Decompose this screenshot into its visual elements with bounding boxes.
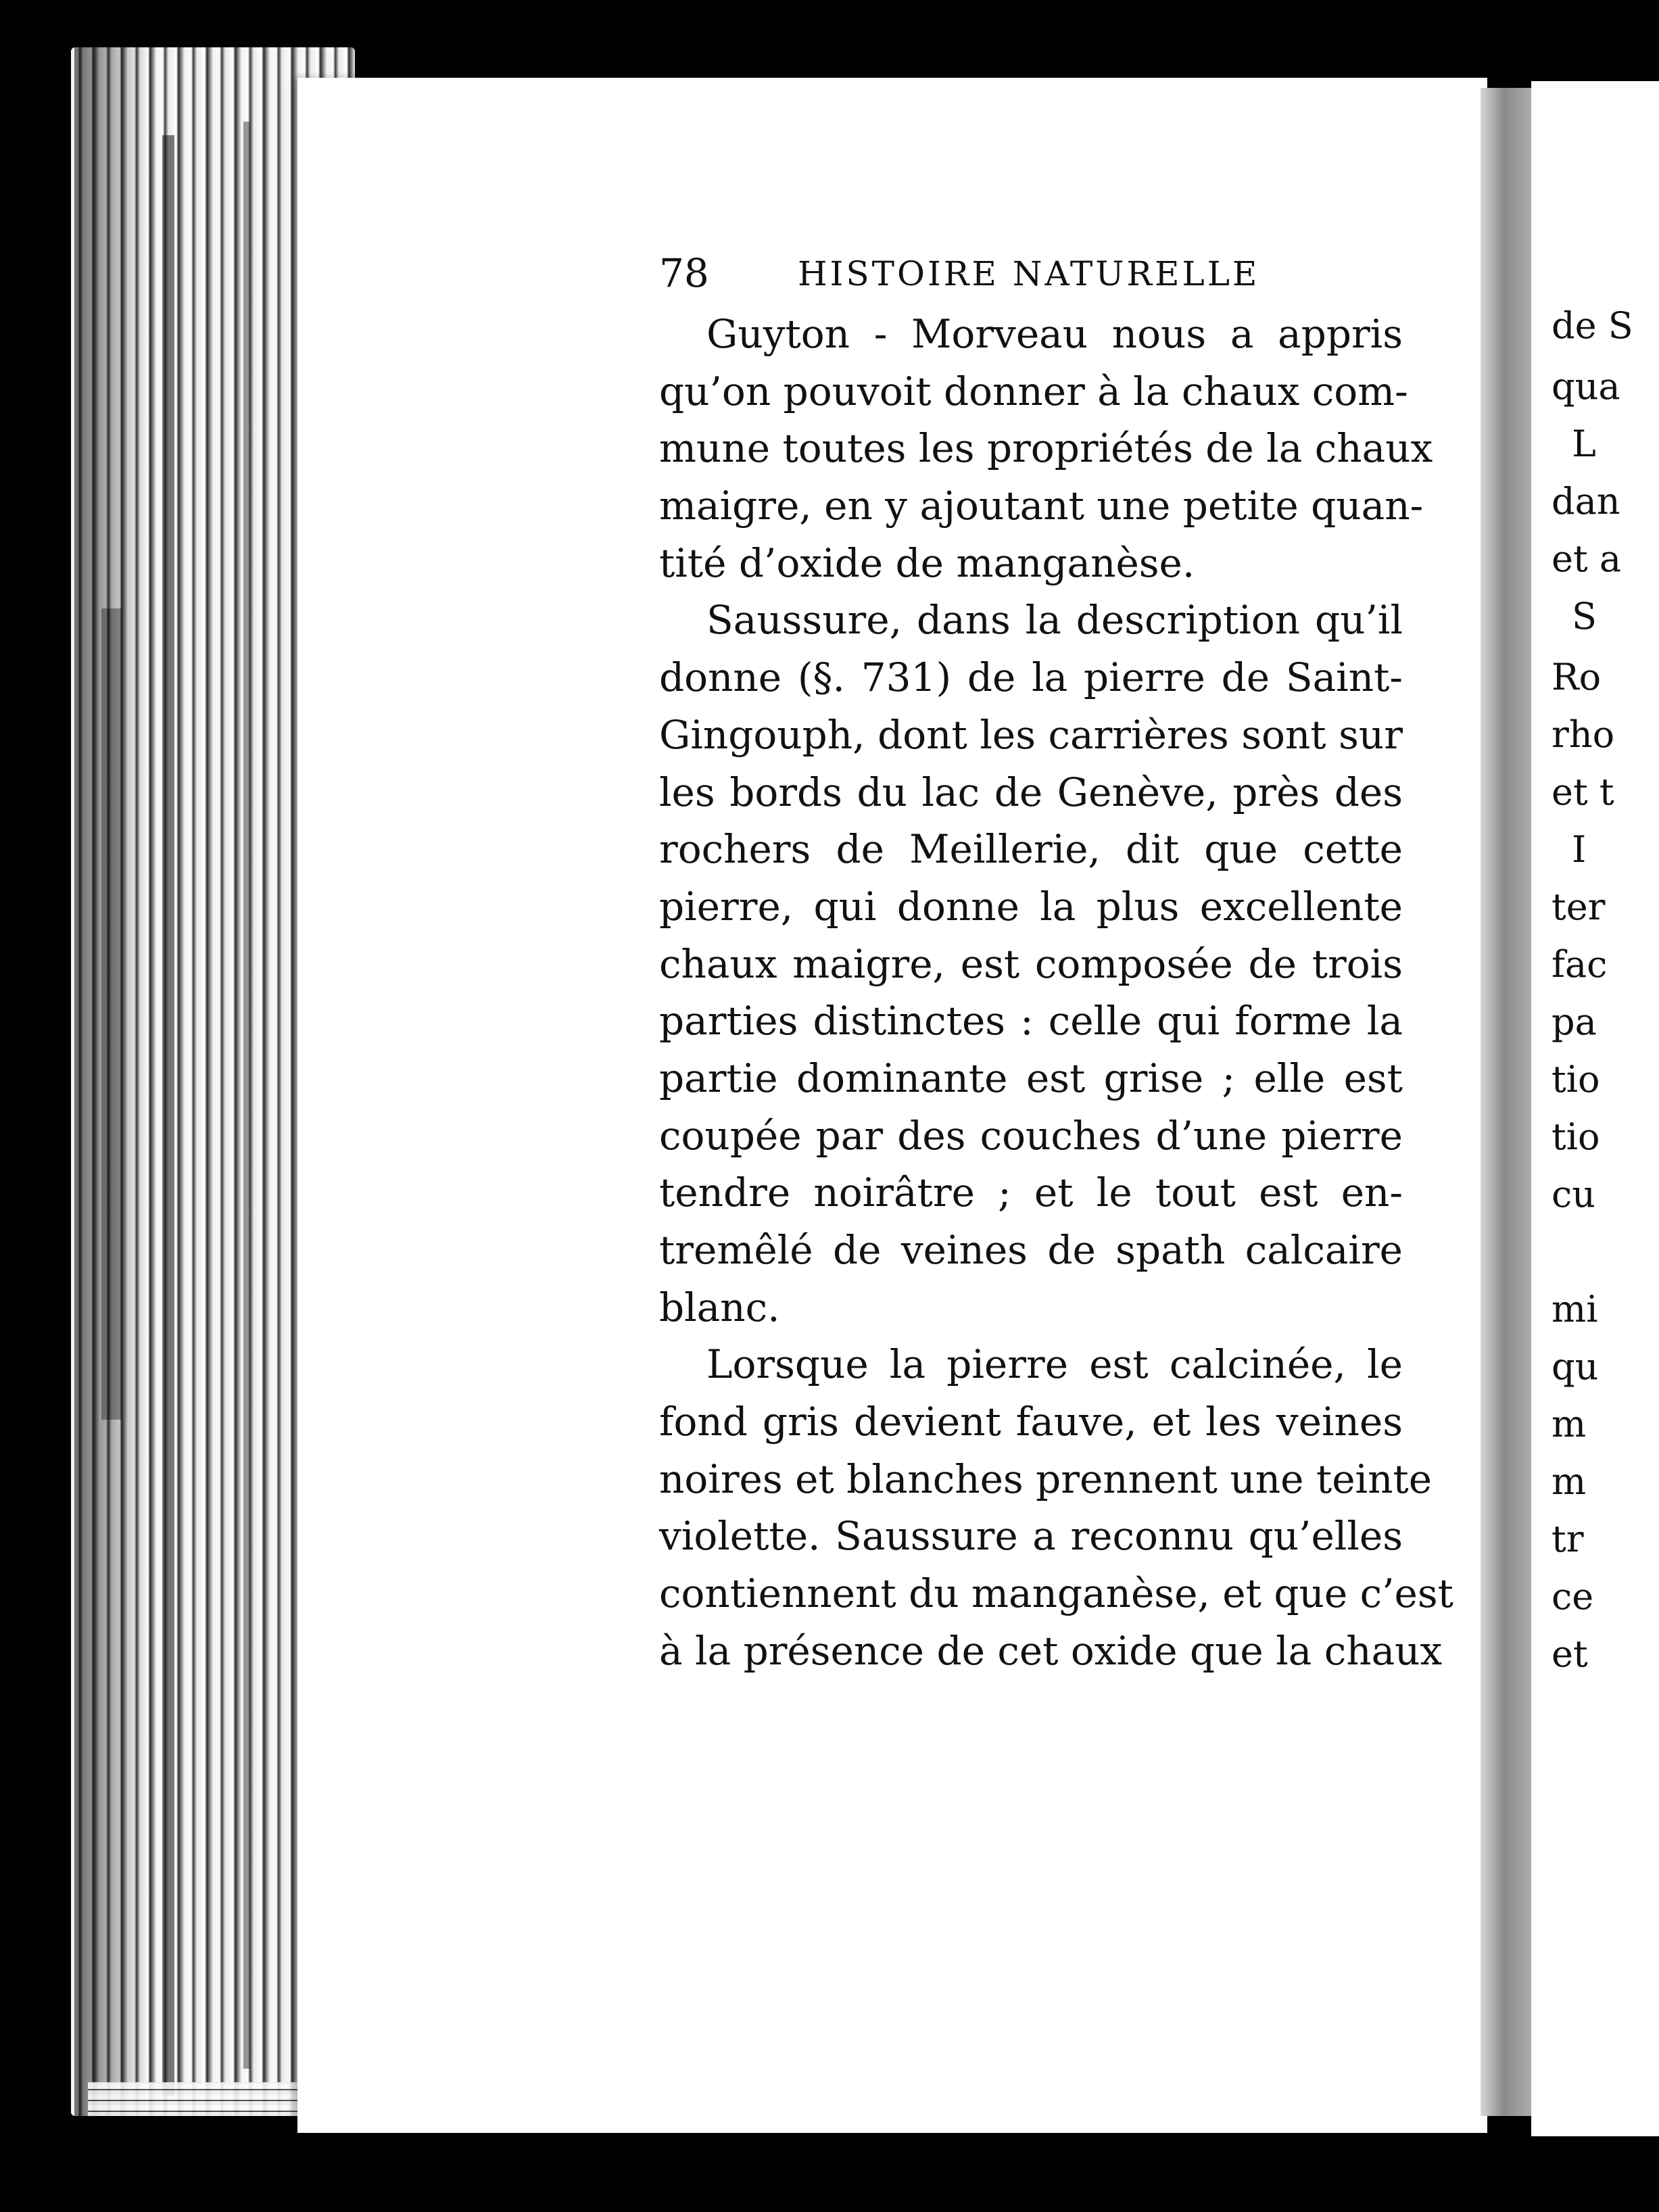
text-line: qu’on pouvoit donner à la chaux com- — [659, 368, 1408, 414]
facing-text-fragment: qu — [1552, 1345, 1599, 1388]
facing-text-fragment: Ro — [1552, 656, 1602, 698]
text-line: Saussure, dans la description qu’il — [706, 597, 1403, 644]
facing-text-fragment: fac — [1552, 943, 1608, 986]
text-line: Guyton - Morveau nous a appris — [706, 311, 1403, 357]
text-line: parties distinctes : celle qui forme la — [659, 998, 1403, 1044]
text-line: les bords du lac de Genève, près des — [659, 769, 1403, 815]
page-number: 78 — [659, 250, 709, 296]
edge-stain — [243, 122, 250, 2069]
edge-shadow — [74, 47, 169, 2116]
facing-text-fragment: cu — [1552, 1173, 1596, 1216]
text-line: pierre, qui donne la plus excellente — [659, 883, 1403, 930]
text-line: tremêlé de veines de spath calcaire — [659, 1227, 1403, 1273]
page-header — [659, 250, 1335, 297]
text-line: rochers de Meillerie, dit que cette — [659, 826, 1403, 873]
text-line: coupée par des couches d’une pierre — [659, 1112, 1403, 1159]
facing-text-fragment: m — [1552, 1403, 1587, 1445]
facing-text-fragment: ter — [1552, 886, 1606, 928]
text-line: noires et blanches prennent une teinte — [659, 1456, 1433, 1502]
facing-text-fragment: I — [1572, 828, 1587, 871]
facing-page — [1531, 81, 1659, 2136]
text-line: tendre noirâtre ; et le tout est en- — [659, 1170, 1403, 1216]
facing-text-fragment: et a — [1552, 537, 1622, 580]
facing-text-fragment: de S — [1552, 304, 1633, 347]
text-line: blanc. — [659, 1284, 780, 1330]
edge-stain — [101, 608, 122, 1420]
facing-text-fragment: L — [1572, 423, 1596, 465]
facing-text-fragment: mi — [1552, 1288, 1598, 1330]
facing-text-fragment: tr — [1552, 1518, 1584, 1560]
book-gutter — [1481, 88, 1538, 2116]
facing-text-fragment: qua — [1552, 365, 1620, 408]
facing-text-fragment: tio — [1552, 1115, 1600, 1158]
text-line: violette. Saussure a reconnu qu’elles — [659, 1513, 1403, 1560]
facing-text-fragment: pa — [1552, 1001, 1597, 1043]
text-line: mune toutes les propriétés de la chaux — [659, 425, 1433, 472]
text-line: Gingouph, dont les carrières sont sur — [659, 711, 1403, 758]
text-line: partie dominante est grise ; elle est — [659, 1055, 1403, 1101]
text-line: donne (§. 731) de la pierre de Saint- — [659, 654, 1403, 701]
text-line: fond gris devient fauve, et les veines — [659, 1399, 1403, 1445]
text-line: Lorsque la pierre est calcinée, le — [706, 1341, 1403, 1388]
text-line: chaux maigre, est composée de trois — [659, 940, 1403, 987]
text-line: à la présence de cet oxide que la chaux — [659, 1627, 1443, 1674]
facing-text-fragment: ce — [1552, 1575, 1594, 1618]
facing-text-fragment: tio — [1552, 1058, 1600, 1101]
text-line: tité d’oxide de manganèse. — [659, 539, 1195, 586]
facing-text-fragment: et — [1552, 1633, 1588, 1675]
facing-text-fragment: S — [1572, 595, 1597, 638]
facing-text-fragment: m — [1552, 1460, 1587, 1503]
body-text — [659, 306, 1453, 1680]
text-line: contiennent du manganèse, et que c’est — [659, 1570, 1453, 1617]
facing-text-fragment: et t — [1552, 771, 1614, 813]
text-line: maigre, en y ajoutant une petite quan- — [659, 483, 1424, 529]
edge-stain — [162, 135, 174, 2096]
running-head: HISTOIRE NATURELLE — [798, 254, 1260, 293]
facing-text-fragment: dan — [1552, 480, 1620, 523]
facing-text-fragment: rho — [1552, 713, 1615, 756]
